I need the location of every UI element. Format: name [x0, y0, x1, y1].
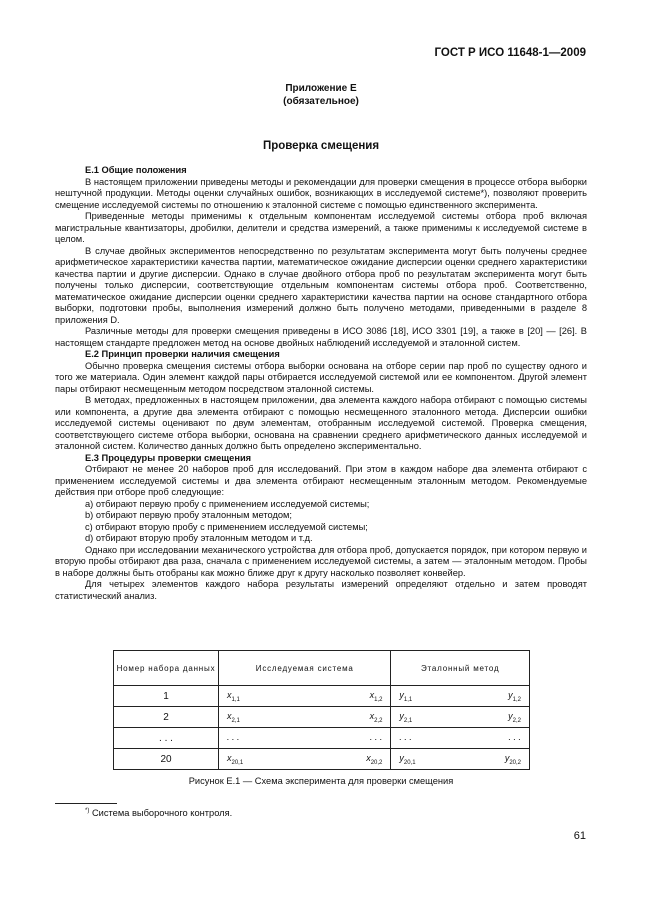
footnote-divider	[55, 803, 117, 804]
table-header-row	[114, 651, 530, 686]
section-title: Проверка смещения	[262, 140, 380, 152]
footnote	[85, 808, 232, 818]
reference-method-cell	[391, 728, 530, 749]
reference-method-cell	[391, 749, 530, 770]
document-body	[55, 165, 587, 602]
value: $y_{2,1}$	[399, 710, 413, 724]
paragraph: Различные методы для проверки смещения приведены в ИСО 3086 [18], ИСО 3301 [19], а также в [20] — [26]. В настоящем стандарте предложен метод на основе двойных наблюдений исследуемой и эталонной систем.	[55, 326, 587, 348]
value: . . .	[227, 731, 240, 742]
list-item: d) отбирают вторую пробу эталонным методом и т.д.	[85, 533, 313, 543]
paragraph: В настоящем приложении приведены методы и рекомендации для проверки смещения в процессе отбора выборки нештучной продукции. Методы оценки случайных ошибок, возникающих в исследуемой системе*), позволяют проверить смещение исследуемой системы по отношению к эталонной системе с помощью единственного эксперимента.	[55, 176, 587, 210]
set-number-cell: 1	[114, 686, 219, 707]
table-row	[114, 686, 530, 707]
table-row	[114, 707, 530, 728]
value: . . .	[508, 731, 521, 742]
annex-subtitle: (обязательное)	[283, 96, 359, 107]
value: $x_{2,2}$	[369, 710, 383, 724]
footnote-text: Система выборочного контроля.	[91, 808, 233, 819]
test-system-cell	[219, 686, 391, 707]
value: $x_{20,1}$	[227, 752, 244, 766]
section-heading: Е.3 Процедуры проверки смещения	[85, 452, 252, 463]
test-system-cell	[219, 749, 391, 770]
table-row	[114, 749, 530, 770]
list-item: c) отбирают вторую пробу с применением исследуемой системы;	[85, 521, 368, 532]
list-item: b) отбирают первую пробу эталонным методом;	[85, 510, 293, 520]
experiment-table	[113, 650, 530, 770]
value: $y_{2,2}$	[508, 710, 521, 724]
paragraph: В случае двойных экспериментов непосредственно по результатам эксперимента могут быть получены среднее арифметическое характеристики качества партии, математическое ожидание дисперсии оценки среднего характеристики качества партии и другие дисперсии. Однако в случае двойного отбора проб по результатам эксперимента могут быть получены только дисперсии, соответствующие отдельным компонентам системы отбора проб. Соответственно, математическое ожидание дисперсии оценки среднего характеристики качества партии на основе стандартного отбора выборки, подготовки пробы, выполнения измерений должно быть получено методами, приведенными в разделе 8 приложения D.	[55, 245, 587, 325]
test-system-cell	[219, 728, 391, 749]
paragraph: Для четырех элементов каждого набора результаты измерений определяют отдельно и затем проводят статистический анализ.	[55, 579, 587, 601]
section-heading: Е.1 Общие положения	[85, 165, 187, 175]
annex-title: Приложение Е	[285, 83, 357, 94]
test-system-cell	[219, 707, 391, 728]
header-reference-method: Эталонный метод	[391, 651, 530, 686]
header-test-system: Исследуемая система	[219, 651, 391, 686]
value: . . .	[369, 731, 383, 742]
value: $x_{20,2}$	[366, 752, 383, 766]
list-item: a) отбирают первую пробу с применением исследуемой системы;	[85, 498, 370, 509]
page-number: 61	[573, 830, 586, 842]
table-row	[114, 728, 530, 749]
standard-header: ГОСТ Р ИСО 11648-1—2009	[434, 47, 586, 59]
value: $y_{20,1}$	[399, 752, 416, 766]
paragraph: Обычно проверка смещения системы отбора выборки основана на отборе серии пар проб по существу одного и того же материала. Один элемент каждой пары отбирается исследуемой системой или ее компонентом. Другой элемент пары отбирают несмещенным методом посредством эталонной системы.	[55, 360, 587, 394]
value: . . .	[399, 731, 412, 742]
reference-method-cell	[391, 707, 530, 728]
value: $x_{2,1}$	[227, 710, 240, 724]
section-heading: Е.2 Принцип проверки наличия смещения	[85, 349, 280, 359]
value: $y_{1,1}$	[399, 689, 413, 703]
annex-heading	[55, 82, 587, 108]
header-set-number: Номер набора данных	[114, 651, 219, 686]
paragraph: В методах, предложенных в настоящем приложении, два элемента каждого набора отбирают с помощью системы или компонента, а другие два элемента отбирают с помощью несмещенного эталонного метода. Дисперсии ошибки исследуемой системы оценивают по двум элементам, отобранным исследуемой системой. Проверка смещения, соответствующего системе отбора выборки, основана на сравнении среднего арифметического данных исследуемой и эталонной систем. Количество данных должно быть определено экспериментально.	[55, 395, 587, 451]
set-number-cell: 20	[114, 749, 219, 770]
set-number-cell: 2	[114, 707, 219, 728]
paragraph: Однако при исследовании механического устройства для отбора проб, допускается порядок, при котором первую и вторую пробы отбирают два раза, сначала с применением исследуемой системы, а затем — эталонным методом. Пробы в наборе должны быть отобраны как можно ближе друг к другу насколько позволяет конвейер.	[55, 544, 587, 578]
reference-method-cell	[391, 686, 530, 707]
paragraph: Приведенные методы применимы к отдельным компонентам исследуемой системы отбора проб включая магистральные квантизаторы, дробилки, делители и средства измерений, а также применимы к исследуемой системе в целом.	[55, 211, 587, 244]
paragraph: Отбирают не менее 20 наборов проб для исследований. При этом в каждом наборе два элемента отбирают с применением исследуемой системы и два элемента отбирают несмещенным эталонным методом. Рекомендуемые действия при отборе проб следующие:	[55, 464, 587, 497]
value: $y_{20,2}$	[504, 752, 521, 766]
value: $x_{1,1}$	[227, 689, 240, 703]
set-number-cell: . . .	[114, 728, 219, 749]
footnote-marker: *)	[85, 808, 90, 814]
figure-caption: Рисунок Е.1 — Схема эксперимента для проверки смещения	[188, 776, 454, 786]
value: $y_{1,2}$	[508, 689, 521, 703]
value: $x_{1,2}$	[369, 689, 383, 703]
